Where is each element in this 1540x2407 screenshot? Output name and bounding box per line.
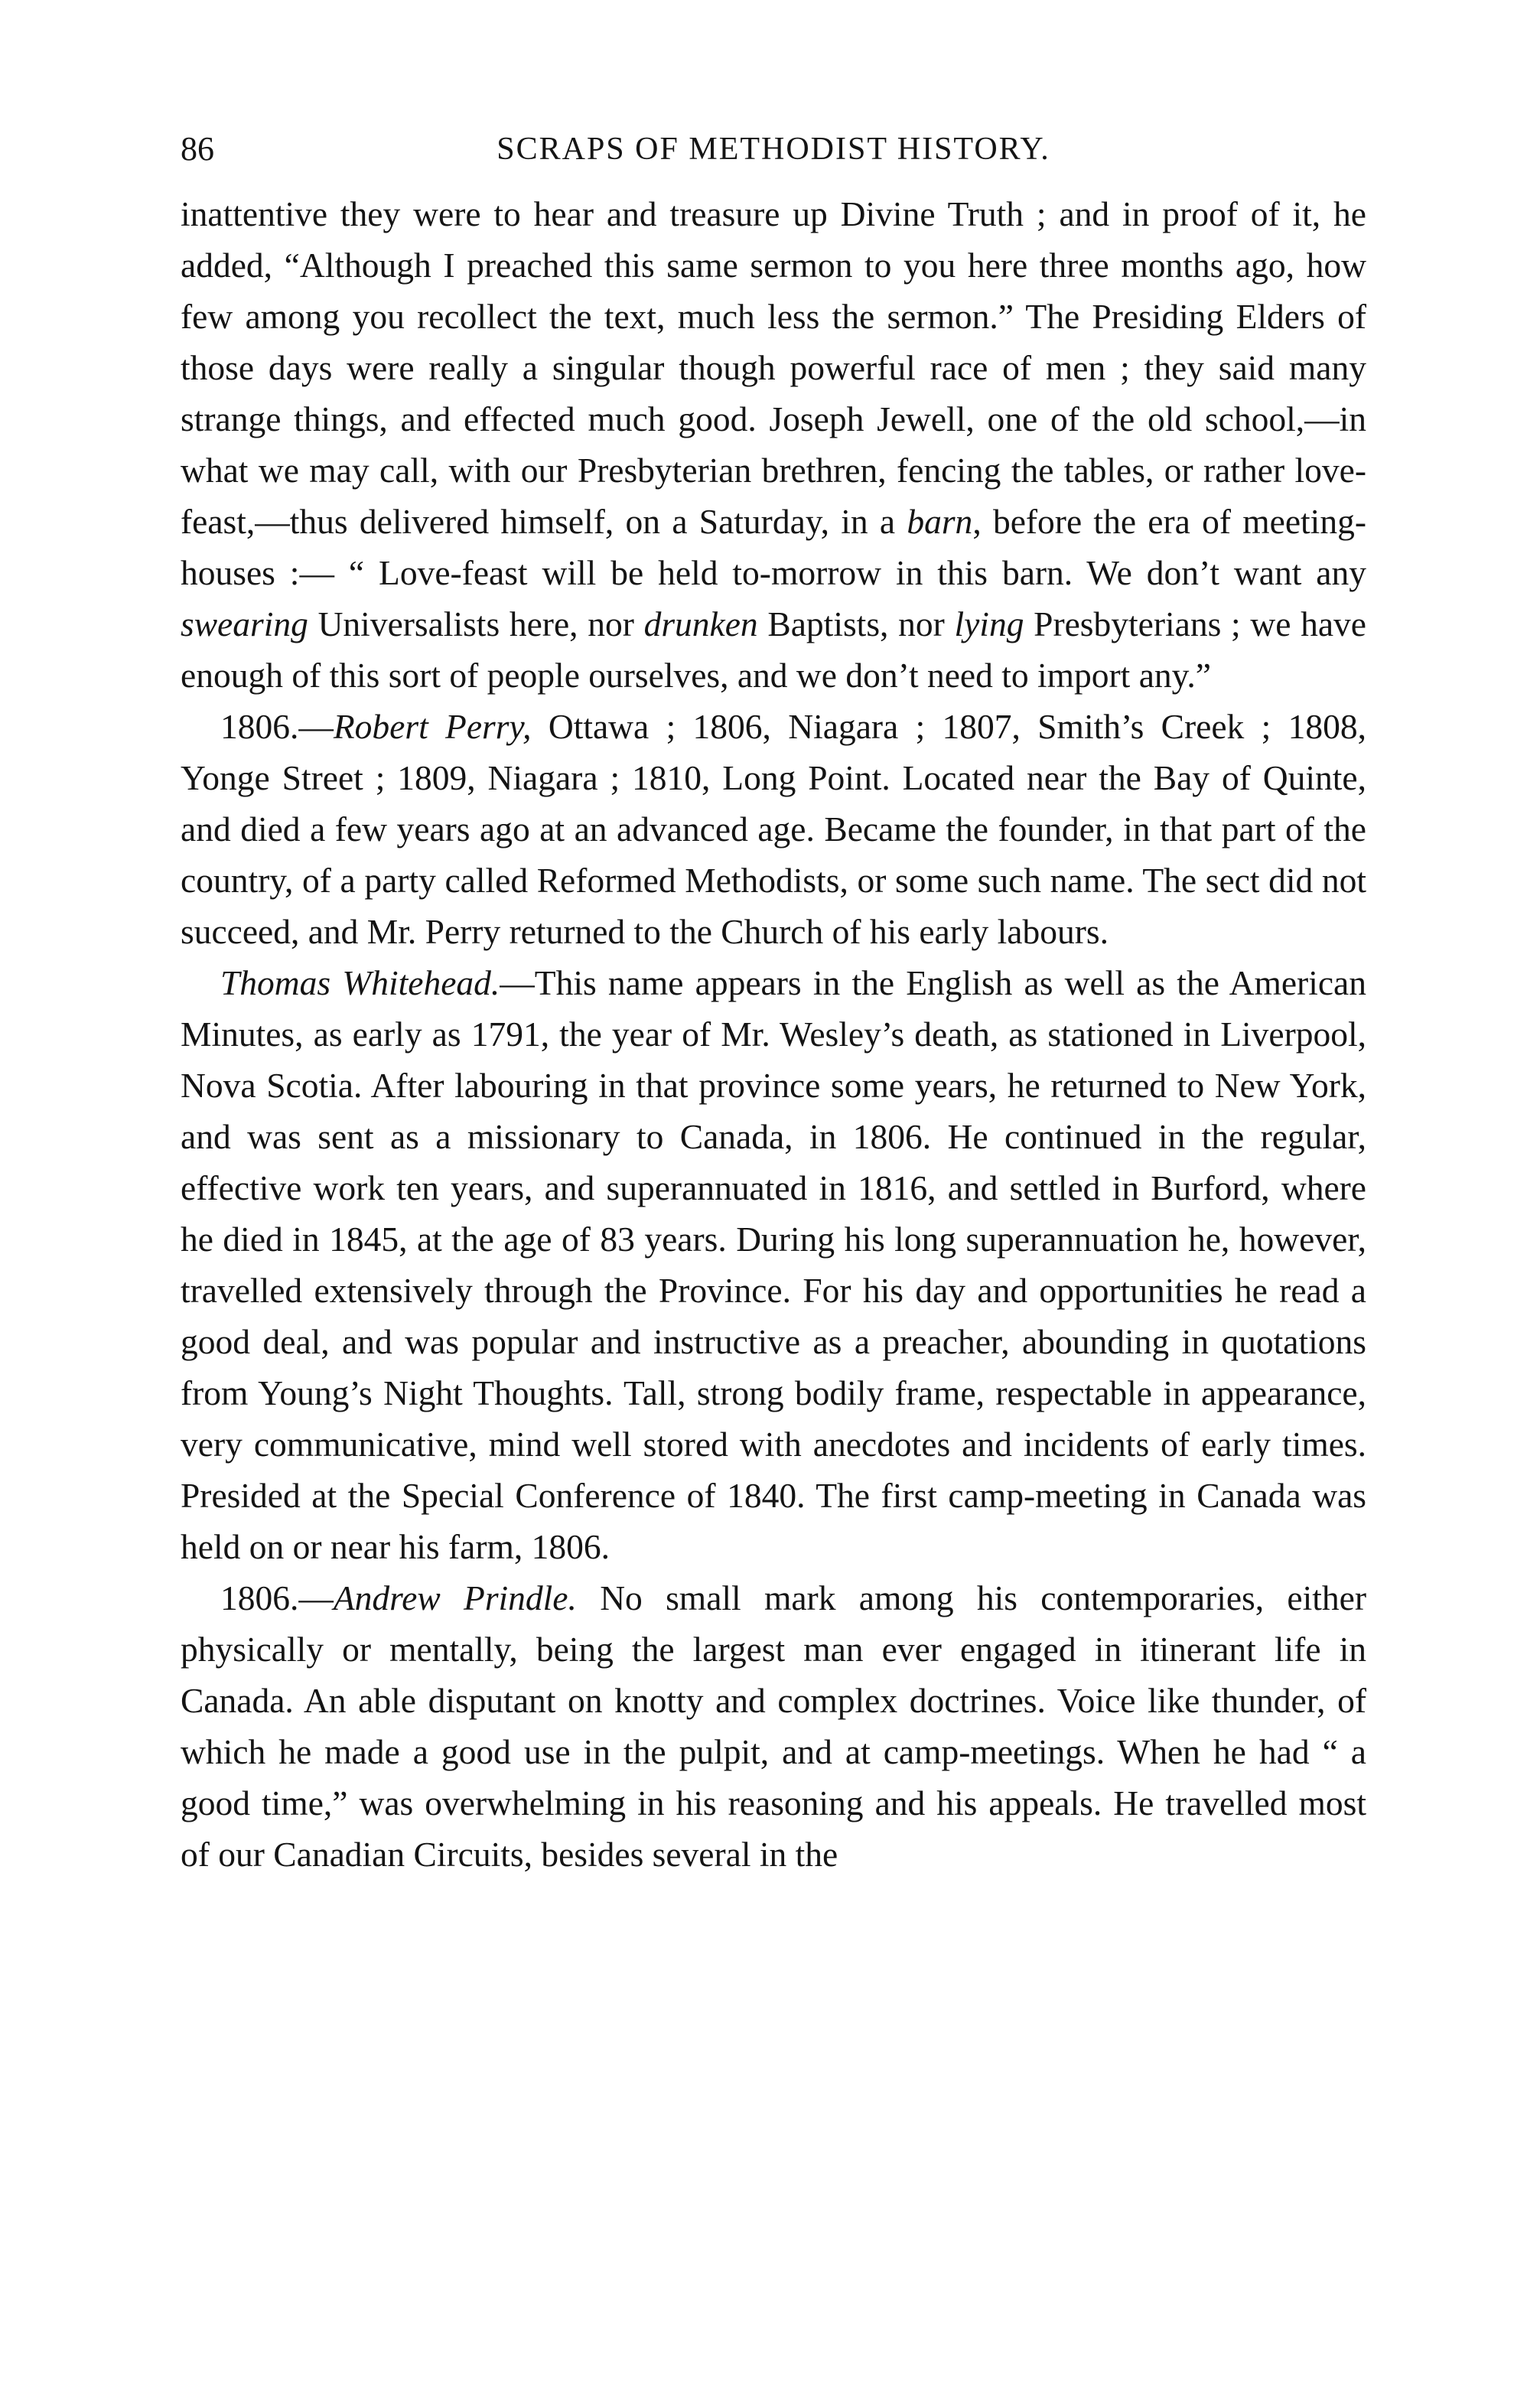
paragraph-jewell-continuation: inattentive they were to hear and treasure up Divine Truth ; and in proof of it, he added, “Although I preached this same sermon to you here three months ago, how few among you recollect the text, much less the sermon.” The Presiding Elders of those days were really a singular though powerful race of men ; they said many strange things, and effected much good. Joseph Jewell, one of the old school,—in what we may call, with our Presbyterian brethren, fencing the tables, or rather love-feast,—thus delivered himself, on a Saturday, in a barn, before the era of meeting-houses :— “ Love-feast will be held to-morrow in this barn. We don’t want any swearing Universalists here, nor drunken Baptists, nor lying Presbyterians ; we have enough of this sort of people ourselves, and we don’t need to import any.” (181, 194, 1366, 695)
body-text (181, 188, 1366, 1880)
paragraph-robert-perry: 1806.—Robert Perry, Ottawa ; 1806, Niagara ; 1807, Smith’s Creek ; 1808, Yonge Street ; 1809, Niagara ; 1810, Long Point. Located near the Bay of Quinte, and died a few years ago at an advanced age. Became the founder, in that part of the country, of a party called Reformed Methodists, or some such name. The sect did not succeed, and Mr. Perry returned to the Church of his early labours. (181, 707, 1366, 951)
running-head (181, 115, 1366, 184)
page-number: 86 (181, 130, 214, 168)
paragraph-thomas-whitehead: Thomas Whitehead.—This name appears in the English as well as the American Minutes, as early as 1791, the year of Mr. Wesley’s death, as stationed in Liverpool, Nova Scotia. After labouring in that province some years, he returned to New York, and was sent as a missionary to Canada, in 1806. He continued in the regular, effective work ten years, and superannuated in 1816, and settled in Burford, where he died in 1845, at the age of 83 years. During his long superannuation he, however, travelled extensively through the Province. For his day and opportunities he read a good deal, and was popular and instructive as a preacher, abounding in quotations from Young’s Night Thoughts. Tall, strong bodily frame, respectable in appearance, very communicative, mind well stored with anecdotes and incidents of early times. Presided at the Special Conference of 1840. The first camp-meeting in Canada was held on or near his farm, 1806. (181, 963, 1366, 1566)
paragraph-andrew-prindle: 1806.—Andrew Prindle. No small mark among his contemporaries, either physically or mentally, being the largest man ever engaged in itinerant life in Canada. An able disputant on knotty and complex doctrines. Voice like thunder, of which he made a good use in the pulpit, and at camp-meetings. When he had “ a good time,” was overwhelming in his reasoning and his appeals. He travelled most of our Canadian Circuits, besides several in the (181, 1578, 1366, 1874)
book-page (181, 115, 1366, 2334)
running-title: SCRAPS OF METHODIST HISTORY. (497, 132, 1050, 167)
